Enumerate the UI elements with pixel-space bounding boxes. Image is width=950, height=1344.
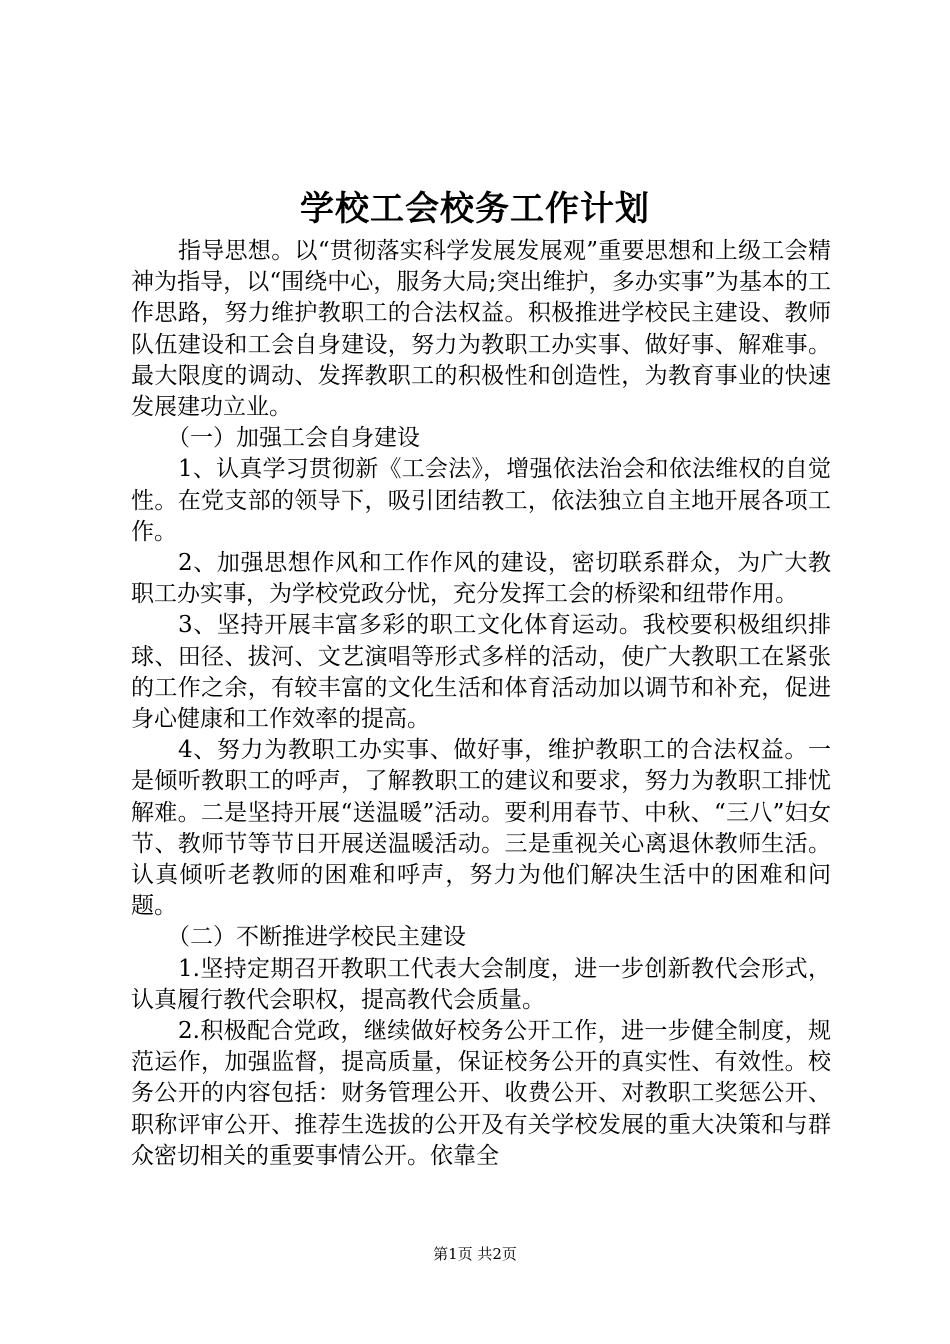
section-heading-1: （一）加强工会自身建设 [167,425,420,452]
section-heading-2: （二）不断推进学校民主建设 [167,924,466,951]
paragraph-item-2-1: 1.坚持定期召开教职工代表大会制度，进一步创新教代会形式，认真履行教代会职权，提高教代会质量。 [131,955,831,1013]
paragraph-item-1-3: 3、坚持开展丰富多彩的职工文化体育运动。我校要积极组织排球、田径、拔河、文艺演唱等形式多样的活动，使广大教职工在紧张的工作之余，有较丰富的文化生活和体育活动加以调节和补充，促进身心健康和工作效率的提高。 [131,612,831,733]
paragraph-item-1-1: 1、认真学习贯彻新《工会法》，增强依法治会和依法维权的自觉性。在党支部的领导下，吸引团结教工，依法独立自主地开展各项工作。 [131,456,831,545]
page-footer: 第1页 共2页 [433,1245,517,1263]
document-title: 学校工会校务工作计划 [300,189,650,229]
paragraph-guiding-thought: 指导思想。以“贯彻落实科学发展发展观”重要思想和上级工会精神为指导，以“围绕中心，服务大局;突出维护，多办实事”为基本的工作思路，努力维护教职工的合法权益。积极推进学校民主建设、教师队伍建设和工会自身建设，努力为教职工办实事、做好事、解难事。最大限度的调动、发挥教职工的积极性和创造性，为教育事业的快速发展建功立业。 [131,238,831,421]
paragraph-item-1-4: 4、努力为教职工办实事、做好事，维护教职工的合法权益。一是倾听教职工的呼声，了解教职工的建议和要求，努力为教职工排忧解难。二是坚持开展“送温暖”活动。要利用春节、中秋、“三八”妇女节、教师节等节日开展送温暖活动。三是重视关心离退休教师生活。认真倾听老教师的困难和呼声，努力为他们解决生活中的困难和问题。 [131,737,831,920]
document-body [131,236,831,1172]
paragraph-item-1-2: 2、加强思想作风和工作作风的建设，密切联系群众，为广大教职工办实事，为学校党政分忧，充分发挥工会的桥梁和纽带作用。 [131,550,831,608]
paragraph-item-2-2: 2.积极配合党政，继续做好校务公开工作，进一步健全制度，规范运作，加强监督，提高质量，保证校务公开的真实性、有效性。校务公开的内容包括：财务管理公开、收费公开、对教职工奖惩公开、职称评审公开、推荐生选拔的公开及有关学校发展的重大决策和与群众密切相关的重要事情公开。依靠全 [131,1018,831,1169]
